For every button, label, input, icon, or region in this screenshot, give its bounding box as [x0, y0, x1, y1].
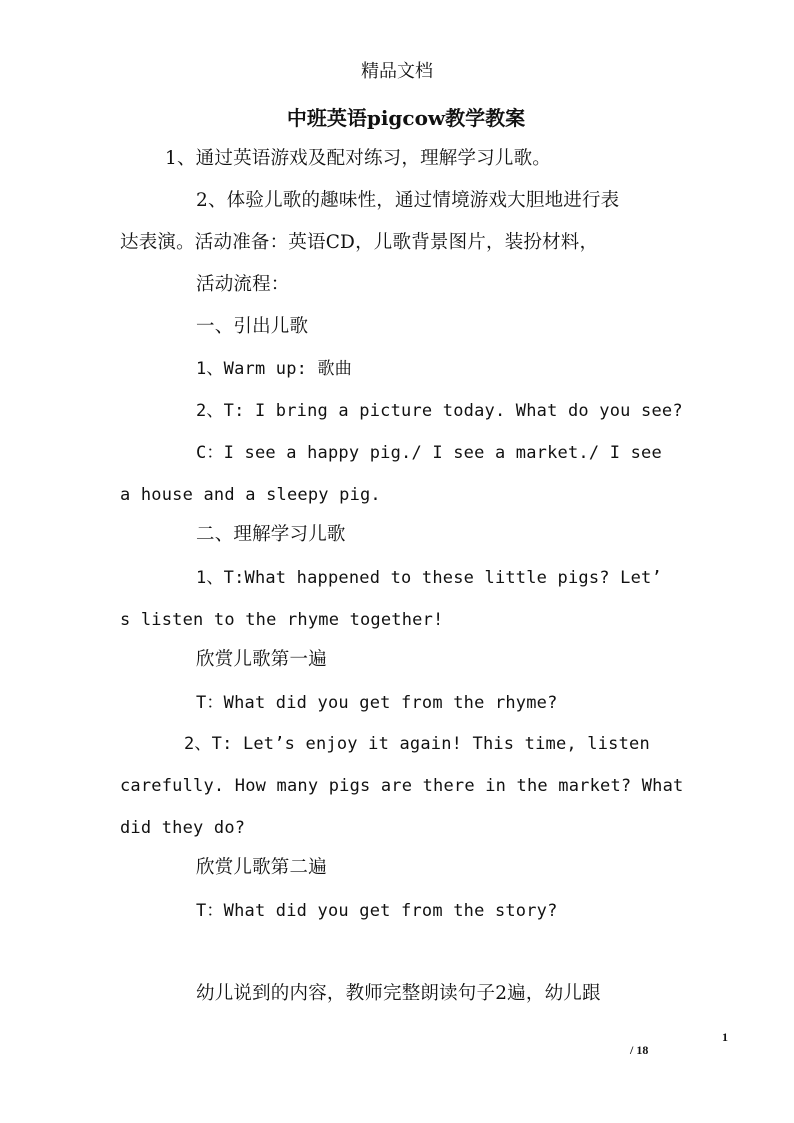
paragraph-line-6: 1、Warm up: 歌曲: [196, 359, 352, 379]
paragraph-line-14: T：What did you get from the rhyme?: [196, 693, 558, 713]
paragraph-line-1: 1、通过英语游戏及配对练习，理解学习儿歌。: [165, 148, 551, 169]
paragraph-line-7: 2、T: I bring a picture today. What do you see?: [196, 401, 683, 421]
section-heading-2: 二、理解学习儿歌: [196, 524, 346, 545]
paragraph-line-17: did they do?: [120, 818, 246, 838]
header-label: 精品文档: [361, 61, 433, 82]
page-number: 1: [722, 1030, 728, 1044]
section-heading-1: 一、引出儿歌: [196, 316, 309, 337]
paragraph-line-15: 2、T: Let’s enjoy it again! This time, listen: [184, 734, 650, 754]
paragraph-line-20: 幼儿说到的内容，教师完整朗读句子2遍，幼儿跟: [196, 983, 601, 1004]
paragraph-line-16: carefully. How many pigs are there in the market? What: [120, 776, 684, 796]
paragraph-line-2: 2、体验儿歌的趣味性，通过情境游戏大胆地进行表: [196, 190, 620, 211]
document-title: 中班英语pigcow教学教案: [286, 106, 526, 130]
paragraph-line-3: 达表演。活动准备：英语CD，儿歌背景图片，装扮材料，: [120, 232, 599, 253]
paragraph-line-8: C：I see a happy pig./ I see a market./ I see: [196, 443, 662, 463]
paragraph-line-11: 1、T:What happened to these little pigs? Let’: [196, 568, 662, 588]
paragraph-line-18: 欣赏儿歌第二遍: [196, 857, 327, 878]
paragraph-line-4: 活动流程：: [196, 274, 290, 295]
page-total: / 18: [630, 1043, 649, 1057]
paragraph-line-13: 欣赏儿歌第一遍: [196, 649, 327, 670]
paragraph-line-9: a house and a sleepy pig.: [120, 485, 381, 505]
paragraph-line-12: s listen to the rhyme together!: [120, 610, 444, 630]
paragraph-line-19: T：What did you get from the story?: [196, 901, 558, 921]
